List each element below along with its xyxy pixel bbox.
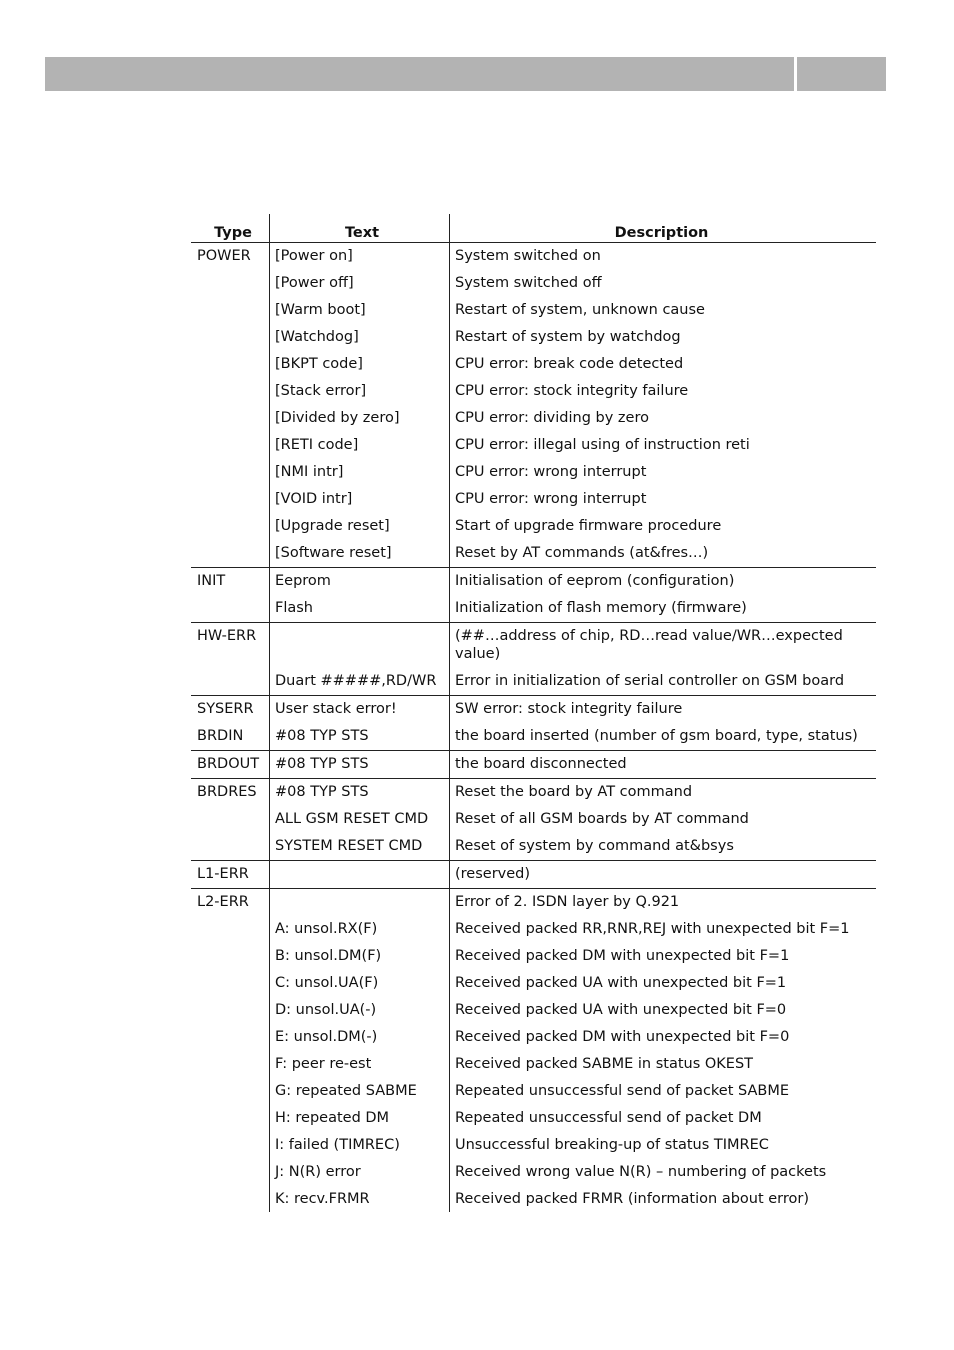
text-cell: D: unsol.UA(-) [275,1002,377,1018]
table-row [191,1024,876,1051]
description-cell: Reset of system by command at&bsys [455,838,734,854]
description-cell: the board disconnected [455,756,627,772]
table-header [191,214,876,243]
table-group [191,243,876,568]
description-cell: Unsuccessful breaking-up of status TIMREC [455,1137,769,1153]
header-text: Text [344,225,380,241]
type-cell [191,544,269,562]
table-row [191,568,876,595]
description-cell: Restart of system by watchdog [455,329,681,345]
description-cell: Received packed SABME in status OKEST [455,1056,754,1072]
type-cell: BRDIN [197,728,244,744]
text-cell: Duart #####,RD/WR [275,673,437,689]
description-cell: Received packed RR,RNR,REJ with unexpected bit F=1 [455,921,850,937]
table-group [191,779,876,861]
column-divider [269,214,270,1212]
description-cell: (reserved) [455,866,531,882]
table-row [191,751,876,778]
type-cell [191,1190,269,1208]
table-row [191,997,876,1024]
text-cell: [Divided by zero] [275,410,400,426]
header-bar-page-box [797,57,886,91]
text-cell: B: unsol.DM(F) [275,948,382,964]
text-cell: Eeprom [275,573,331,589]
text-cell: C: unsol.UA(F) [275,975,379,991]
table-row [191,723,876,750]
table-row [191,243,876,270]
text-cell: [RETI code] [275,437,359,453]
text-cell: #08 TYP STS [275,756,369,772]
text-cell: #08 TYP STS [275,728,369,744]
type-cell [191,409,269,427]
type-cell [191,672,269,690]
table-row [191,1105,876,1132]
type-cell: INIT [197,573,226,589]
description-cell: CPU error: illegal using of instruction reti [455,437,750,453]
table-group [191,568,876,623]
table-row [191,943,876,970]
type-cell: HW-ERR [197,628,257,644]
description-cell: SW error: stock integrity failure [455,701,683,717]
table-group [191,861,876,889]
description-cell: CPU error: break code detected [455,356,684,372]
table-row [191,297,876,324]
text-cell: I: failed (TIMREC) [275,1137,400,1153]
table-row [191,861,876,888]
header-type: Type [214,225,252,241]
table-row [191,459,876,486]
text-cell: [Watchdog] [275,329,359,345]
text-cell: [VOID intr] [275,491,353,507]
table-row [191,405,876,432]
text-cell: G: repeated SABME [275,1083,417,1099]
table-body [191,243,876,1213]
table-row [191,696,876,723]
table-row [191,324,876,351]
type-cell: L1-ERR [197,866,249,882]
description-cell: Error of 2. ISDN layer by Q.921 [455,894,680,910]
type-cell: BRDOUT [197,756,260,772]
description-cell: Reset the board by AT command [455,784,693,800]
type-cell [191,1028,269,1046]
table-row [191,351,876,378]
table-row [191,1186,876,1213]
type-cell [191,810,269,828]
text-cell [269,627,449,663]
description-cell: Reset of all GSM boards by AT command [455,811,749,827]
type-cell [191,490,269,508]
type-cell [191,920,269,938]
table-row [191,540,876,567]
description-cell: Error in initialization of serial controller on GSM board [455,673,845,689]
type-cell [191,463,269,481]
text-cell: User stack error! [275,701,397,717]
type-cell [191,355,269,373]
type-cell [191,1136,269,1154]
type-cell [191,1082,269,1100]
table-row [191,1159,876,1186]
table-row [191,1051,876,1078]
table-row [191,806,876,833]
header-description: Description [614,225,709,241]
table-row [191,513,876,540]
column-divider [449,214,450,1212]
type-cell [191,599,269,617]
table-row [191,970,876,997]
description-cell: System switched on [455,248,601,264]
text-cell: H: repeated DM [275,1110,390,1126]
description-cell: Received packed DM with unexpected bit F=0 [455,1029,790,1045]
type-cell [191,837,269,855]
text-cell: [NMI intr] [275,464,344,480]
table-row [191,270,876,297]
type-cell: POWER [197,248,251,264]
type-cell [191,274,269,292]
text-cell: Flash [275,600,313,616]
table-group [191,751,876,779]
type-cell [191,517,269,535]
description-cell: Reset by AT commands (at&fres…) [455,545,709,561]
description-cell: CPU error: wrong interrupt [455,491,647,507]
text-cell: [Upgrade reset] [275,518,390,534]
description-cell: Received packed UA with unexpected bit F=0 [455,1002,787,1018]
type-cell [191,328,269,346]
description-cell: Start of upgrade firmware procedure [455,518,722,534]
description-cell: CPU error: wrong interrupt [455,464,647,480]
table-row [191,779,876,806]
text-cell: ALL GSM RESET CMD [275,811,429,827]
text-cell: [Software reset] [275,545,392,561]
text-cell: A: unsol.RX(F) [275,921,378,937]
table-row [191,1132,876,1159]
text-cell: [Stack error] [275,383,367,399]
type-cell [191,1055,269,1073]
type-cell [191,1001,269,1019]
description-cell: Initialisation of eeprom (configuration) [455,573,735,589]
type-cell [191,301,269,319]
table-row [191,916,876,943]
text-cell [269,893,449,911]
table-group [191,623,876,696]
table-row [191,486,876,513]
type-cell [191,974,269,992]
text-cell: K: recv.FRMR [275,1191,370,1207]
type-cell: SYSERR [197,701,254,717]
table-row [191,378,876,405]
description-cell: Repeated unsuccessful send of packet DM [455,1110,762,1126]
text-cell: [BKPT code] [275,356,363,372]
description-cell: Initialization of flash memory (firmware) [455,600,747,616]
table-row [191,1078,876,1105]
description-cell: Restart of system, unknown cause [455,302,705,318]
type-cell [191,947,269,965]
description-cell: System switched off [455,275,602,291]
text-cell: [Power on] [275,248,353,264]
type-cell: L2-ERR [197,894,249,910]
table-row [191,623,876,668]
text-cell: #08 TYP STS [275,784,369,800]
error-message-table [191,214,876,1213]
text-cell: [Warm boot] [275,302,366,318]
table-row [191,432,876,459]
text-cell: E: unsol.DM(-) [275,1029,378,1045]
description-cell: Received packed DM with unexpected bit F=1 [455,948,790,964]
table-row [191,595,876,622]
table-group [191,889,876,1213]
description-cell: Received packed UA with unexpected bit F=1 [455,975,787,991]
table-group [191,696,876,751]
type-cell [191,436,269,454]
description-cell: CPU error: stock integrity failure [455,383,689,399]
description-cell: CPU error: dividing by zero [455,410,649,426]
header-bar [45,57,794,91]
table-row [191,668,876,695]
type-cell [191,1163,269,1181]
text-cell: SYSTEM RESET CMD [275,838,423,854]
type-cell [191,382,269,400]
text-cell [269,865,449,883]
type-cell: BRDRES [197,784,257,800]
description-cell: the board inserted (number of gsm board, type, status) [455,728,858,744]
description-cell: Repeated unsuccessful send of packet SABME [455,1083,790,1099]
description-cell: (##…address of chip, RD…read value/WR…expected value) [455,628,843,662]
description-cell: Received packed FRMR (information about error) [455,1191,810,1207]
text-cell: F: peer re-est [275,1056,372,1072]
description-cell: Received wrong value N(R) – numbering of packets [455,1164,827,1180]
table-row [191,833,876,860]
text-cell: J: N(R) error [275,1164,361,1180]
type-cell [191,1109,269,1127]
text-cell: [Power off] [275,275,354,291]
table-row [191,889,876,916]
